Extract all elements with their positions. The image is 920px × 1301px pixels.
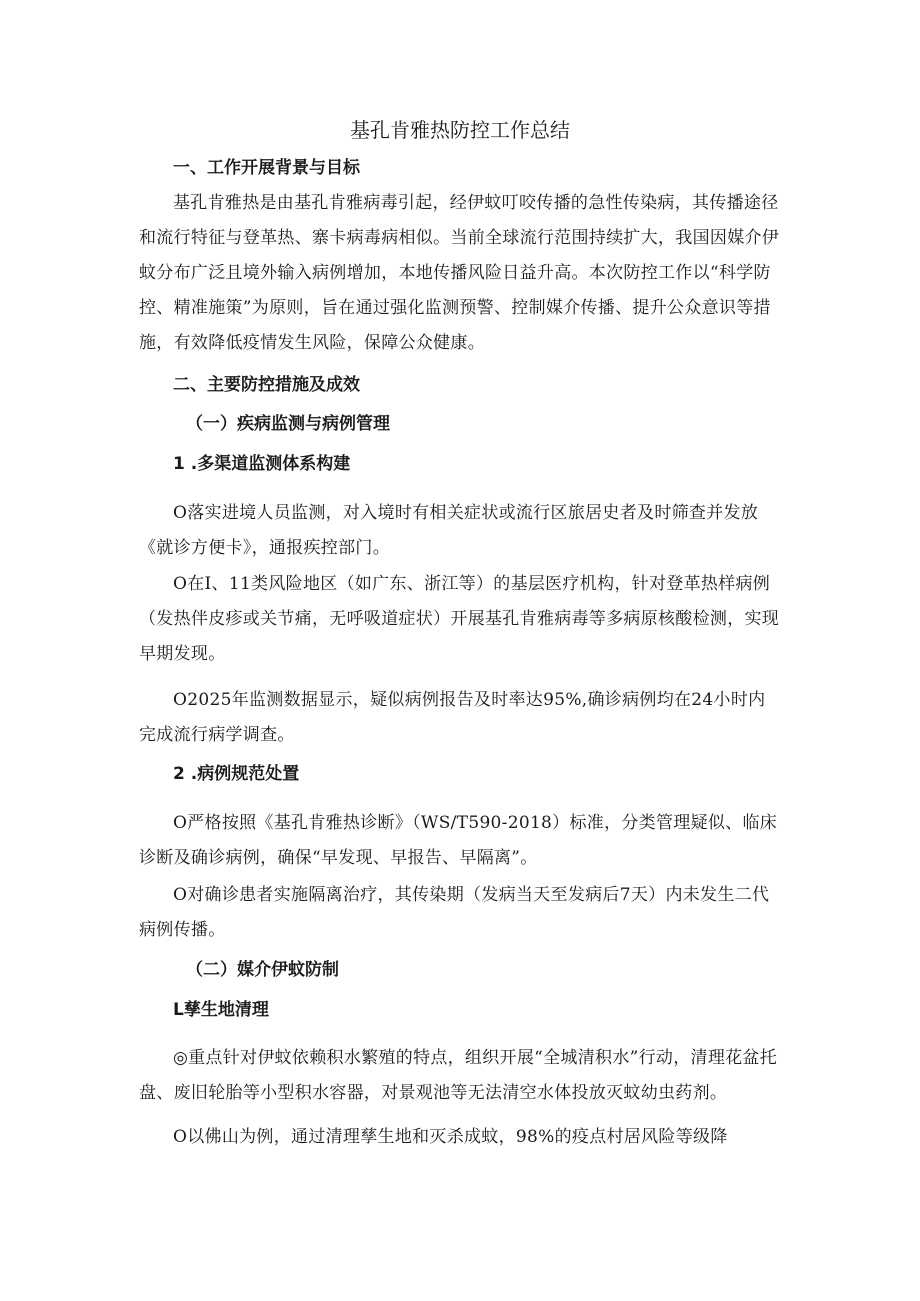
subsection-heading: （二）媒介伊蚊防制 <box>186 960 339 980</box>
document-title: 基孔肯雅热防控工作总结 <box>350 118 570 142</box>
section-heading: 一、工作开展背景与目标 <box>173 158 360 178</box>
bullet-paragraph: O以佛山为例，通过清理孳生地和灭杀成蚊，98%的疫点村居风险等级降 <box>173 1127 728 1147</box>
item-heading: L孳生地清理 <box>173 1000 269 1020</box>
subsection-heading: （一）疾病监测与病例管理 <box>186 414 390 434</box>
section-heading: 二、主要防控措施及成效 <box>173 375 360 395</box>
bullet-paragraph: O在I、11类风险地区（如广东、浙江等）的基层医疗机构，针对登革热样病例（发热伴皮疹或关节痛，无呼吸道症状）开展基孔肯雅病毒等多病原核酸检测，实现早期发现。 <box>139 574 780 664</box>
bullet-paragraph: O落实进境人员监测，对入境时有相关症状或流行区旅居史者及时筛查并发放《就诊方便卡》，通报疾控部门。 <box>139 503 759 558</box>
bullet-paragraph: ◎重点针对伊蚊依赖积水繁殖的特点，组织开展“全城清积水”行动，清理花盆托盘、废旧轮胎等小型积水容器，对景观池等无法清空水体投放灭蚊幼虫药剂。 <box>139 1048 778 1103</box>
item-heading: 1 .多渠道监测体系构建 <box>173 454 351 474</box>
item-heading: 2 .病例规范处置 <box>173 764 300 784</box>
bullet-paragraph: O2025年监测数据显示，疑似病例报告及时率达95%,确诊病例均在24小时内完成流行病学调查。 <box>139 690 766 745</box>
paragraph: 基孔肯雅热是由基孔肯雅病毒引起，经伊蚊叮咬传播的急性传染病，其传播途径和流行特征与登革热、寨卡病毒病相似。当前全球流行范围持续扩大，我国因媒介伊蚊分布广泛且境外输入病例增加，本地传播风险日益升高。本次防控工作以“科学防控、精准施策”为原则，旨在通过强化监测预警、控制媒介传播、提升公众意识等措施，有效降低疫情发生风险，保障公众健康。 <box>139 193 780 353</box>
bullet-paragraph: O对确诊患者实施隔离治疗，其传染期（发病当天至发病后7天）内未发生二代病例传播。 <box>139 885 770 940</box>
bullet-paragraph: O严格按照《基孔肯雅热诊断》（WS/T590-2018）标准，分类管理疑似、临床诊断及确诊病例，确保“早发现、早报告、早隔离”。 <box>139 813 778 868</box>
